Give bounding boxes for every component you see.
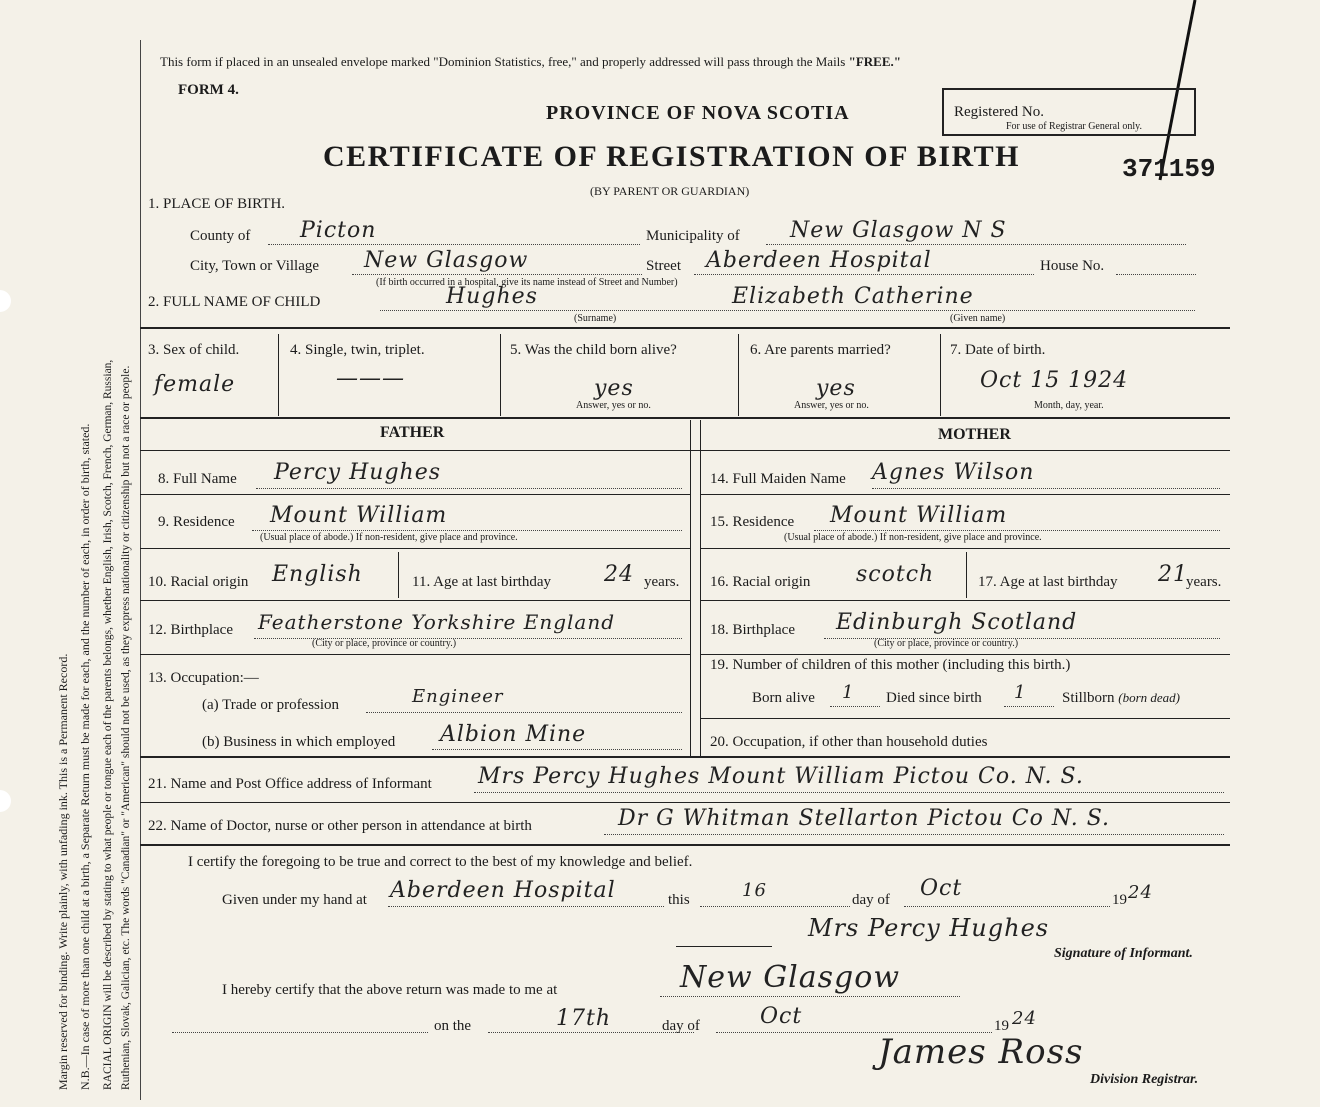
child-name-label: 2. FULL NAME OF CHILD: [148, 294, 321, 310]
punch-hole-top: [0, 290, 11, 312]
certify-statement: I certify the foregoing to be true and correct to the best of my knowledge and belief.: [188, 854, 693, 870]
mother-residence-label: 15. Residence: [710, 514, 795, 530]
rule-after-parents: [140, 756, 1230, 758]
rule-bottom-row3: [140, 417, 1230, 419]
street-label: Street: [646, 258, 681, 274]
mother-birthplace: Edinburgh Scotland: [836, 610, 1078, 635]
rule-row3-div4: [940, 334, 941, 416]
sex-label: 3. Sex of child.: [148, 342, 240, 358]
rule-f10: [140, 600, 690, 601]
city-label: City, Town or Village: [190, 258, 320, 274]
city-line: [352, 274, 642, 275]
father-heading: FATHER: [380, 424, 445, 441]
rule-f12: [140, 654, 690, 655]
business-line: [432, 749, 682, 750]
county-line: [268, 244, 640, 245]
given-place-line: [388, 906, 664, 907]
form-number: FORM 4.: [178, 82, 239, 98]
parents-married-value: yes: [816, 376, 856, 401]
child-name-line: [380, 310, 1195, 311]
county-label: County of: [190, 228, 251, 244]
parents-center-divider: [690, 420, 691, 756]
rule-row3-div3: [738, 334, 739, 416]
father-residence-label: 9. Residence: [158, 514, 235, 530]
born-alive-count-line: [830, 706, 880, 707]
rule-m16: [700, 600, 1230, 601]
municipality-value: New Glasgow N S: [790, 218, 1007, 243]
registrar-left-line: [172, 1032, 428, 1033]
parents-married-caption: Answer, yes or no.: [794, 400, 869, 411]
rule-m16-div: [966, 552, 967, 598]
city-value: New Glasgow: [364, 248, 529, 273]
father-birthplace-label: 12. Birthplace: [148, 622, 233, 638]
house-number-label: House No.: [1040, 258, 1105, 274]
certificate-subtitle: (BY PARENT OR GUARDIAN): [590, 184, 750, 198]
certify-day-line: [700, 906, 850, 907]
father-residence: Mount William: [270, 503, 448, 528]
born-alive-caption: Answer, yes or no.: [576, 400, 651, 411]
certify-day-of-label: day of: [852, 892, 890, 908]
mother-racial: scotch: [856, 562, 935, 587]
certify-month-line: [904, 906, 1110, 907]
registrar-place: New Glasgow: [680, 960, 901, 995]
mother-abode-caption: (Usual place of abode.) If non-resident, give place and province.: [784, 532, 1042, 543]
father-name-label: 8. Full Name: [158, 471, 237, 487]
registrar-statement: I hereby certify that the above return was made to me at: [222, 982, 558, 998]
rule-m14: [700, 494, 1230, 495]
trade-label: (a) Trade or profession: [202, 697, 340, 713]
certify-day: 16: [742, 880, 767, 901]
given-place: Aberdeen Hospital: [390, 878, 616, 903]
margin-note-multiple-births: N.B.—In case of more than one child at a birth, a Separate Return must be made for each, and the number of each, in order of birth, stated.: [78, 423, 92, 1090]
rule-f10-div: [398, 552, 399, 598]
father-birthplace-caption: (City or place, province or country.): [312, 638, 457, 649]
rule-22: [140, 844, 1230, 846]
doctor-value: Dr G Whitman Stellarton Pictou Co N. S.: [618, 806, 1110, 831]
rule-m18: [700, 654, 1230, 655]
single-twin-value: ———: [336, 366, 405, 391]
registrar-signature: James Ross: [878, 1032, 1084, 1072]
municipality-label: Municipality of: [646, 228, 740, 244]
certify-month: Oct: [920, 876, 963, 901]
father-abode-caption: (Usual place of abode.) If non-resident, give place and province.: [260, 532, 518, 543]
father-occupation-label: 13. Occupation:—: [148, 670, 259, 686]
child-surname: Hughes: [446, 284, 538, 309]
born-alive-value: yes: [594, 376, 634, 401]
rule-under-headings: [140, 450, 1230, 451]
father-racial-label: 10. Racial origin: [148, 574, 249, 590]
parents-married-label: 6. Are parents married?: [750, 342, 891, 358]
died-since-birth-label: Died since birth: [886, 690, 982, 706]
informant-value: Mrs Percy Hughes Mount William Pictou Co. N. S.: [478, 764, 1084, 789]
father-age-years: years.: [644, 574, 680, 590]
mother-age: 21: [1158, 562, 1188, 587]
rule-m19: [700, 718, 1230, 719]
registrar-day-of-label: day of: [662, 1018, 700, 1034]
father-age-label: 11. Age at last birthday: [412, 574, 551, 590]
given-under-hand-label: Given under my hand at: [222, 892, 367, 908]
mother-birthplace-caption: (City or place, province or country.): [874, 638, 1019, 649]
mother-name-line: [872, 488, 1220, 489]
certify-year-prefix: 19: [1112, 892, 1127, 908]
rule-f8: [140, 494, 690, 495]
registrar-day: 17th: [556, 1006, 612, 1031]
house-number-line: [1116, 274, 1196, 275]
rule-21: [140, 802, 1230, 803]
born-alive-count: 1: [842, 682, 855, 703]
doctor-label: 22. Name of Doctor, nurse or other person in attendance at birth: [148, 818, 532, 834]
county-value: Picton: [300, 218, 377, 243]
mother-name-label: 14. Full Maiden Name: [710, 471, 846, 487]
registrar-month: Oct: [760, 1004, 803, 1029]
father-age: 24: [604, 562, 634, 587]
margin-note-racial-origin-2: Ruthenian, Slovak, Galician, etc. The words "Canadian" or "American" should not be used, as they express nationality or citizenship but not a race or people.: [120, 365, 132, 1090]
stillborn-label: Stillborn (born dead): [1062, 690, 1181, 706]
mother-occupation-label: 20. Occupation, if other than household duties: [710, 734, 988, 750]
mother-residence: Mount William: [830, 503, 1008, 528]
rule-row3-div2: [500, 334, 501, 416]
informant-label: 21. Name and Post Office address of Informant: [148, 776, 432, 792]
division-registrar-caption: Division Registrar.: [1090, 1072, 1199, 1087]
registrar-place-line: [660, 996, 960, 997]
date-of-birth-caption: Month, day, year.: [1034, 400, 1104, 411]
mail-notice: This form if placed in an unsealed envelope marked "Dominion Statistics, free," and properly addressed will pass through the Mails "FREE.": [160, 54, 901, 69]
died-since-birth-count: 1: [1014, 682, 1027, 703]
binding-margin-line: [140, 40, 141, 1100]
died-since-birth-line: [1004, 706, 1054, 707]
child-given-name: Elizabeth Catherine: [732, 284, 974, 309]
born-alive-label: 5. Was the child born alive?: [510, 342, 677, 358]
rule-m15: [700, 548, 1230, 549]
date-of-birth-value: Oct 15 1924: [980, 368, 1129, 393]
province-title: PROVINCE OF NOVA SCOTIA: [546, 102, 850, 124]
margin-note-racial-origin: RACIAL ORIGIN will be described by stating to what people or tongue each of the parents belongs, whether English, Irish, Scotch, French, German, Russian,: [102, 359, 114, 1090]
punch-hole-bottom: [0, 790, 11, 812]
mother-racial-label: 16. Racial origin: [710, 574, 811, 590]
mother-age-years: years.: [1186, 574, 1222, 590]
trade-line: [366, 712, 682, 713]
stillborn-caption: (born dead): [1118, 690, 1181, 705]
margin-note-binding: Margin reserved for binding. Write plainly, with unfading ink. This is a Permanent Record.: [56, 653, 70, 1090]
registrar-on-label: on the: [434, 1018, 472, 1034]
father-racial: English: [272, 562, 363, 587]
business-value: Albion Mine: [440, 722, 587, 747]
mother-name: Agnes Wilson: [872, 460, 1035, 485]
registrar-year: 24: [1012, 1008, 1037, 1029]
mother-residence-line: [814, 530, 1220, 531]
registered-number-label: Registered No.: [954, 104, 1044, 120]
father-birthplace: Featherstone Yorkshire England: [258, 610, 616, 634]
father-name-line: [256, 488, 682, 489]
mother-age-label: 17. Age at last birthday: [978, 574, 1118, 590]
sex-value: female: [154, 372, 236, 397]
rule-f9: [140, 548, 690, 549]
informant-line: [474, 792, 1224, 793]
business-label: (b) Business in which employed: [202, 734, 396, 750]
municipality-line: [766, 244, 1186, 245]
parents-center-divider-2: [700, 420, 701, 756]
father-residence-line: [252, 530, 682, 531]
mother-birthplace-label: 18. Birthplace: [710, 622, 795, 638]
given-name-caption: (Given name): [950, 313, 1006, 324]
place-of-birth-heading: 1. PLACE OF BIRTH.: [148, 196, 286, 212]
trade-value: Engineer: [412, 686, 504, 707]
street-line: [694, 274, 1034, 275]
registration-number: 371159: [1122, 154, 1216, 184]
registrar-year-prefix: 19: [994, 1018, 1009, 1034]
certify-this-label: this: [668, 892, 690, 908]
mother-heading: MOTHER: [938, 426, 1011, 443]
father-name: Percy Hughes: [274, 460, 442, 485]
rule-top-row3: [140, 327, 1230, 329]
certify-year: 24: [1128, 882, 1153, 903]
informant-signature: Mrs Percy Hughes: [808, 914, 1050, 942]
children-count-label: 19. Number of children of this mother (including this birth.): [710, 657, 1071, 673]
certificate-title: CERTIFICATE OF REGISTRATION OF BIRTH: [323, 140, 1020, 173]
registrar-use-note: For use of Registrar General only.: [1006, 121, 1142, 132]
rule-row3-div1: [278, 334, 279, 416]
free-label: "FREE.": [848, 54, 901, 69]
informant-signature-caption: Signature of Informant.: [1054, 946, 1193, 961]
date-of-birth-label: 7. Date of birth.: [950, 342, 1046, 358]
informant-signature-rule: [676, 946, 772, 947]
hospital-note: (If birth occurred in a hospital, give its name instead of Street and Number): [376, 277, 678, 288]
single-twin-label: 4. Single, twin, triplet.: [290, 342, 425, 358]
born-alive-count-label: Born alive: [752, 690, 815, 706]
street-value: Aberdeen Hospital: [706, 248, 932, 273]
doctor-line: [604, 834, 1224, 835]
surname-caption: (Surname): [574, 313, 617, 324]
